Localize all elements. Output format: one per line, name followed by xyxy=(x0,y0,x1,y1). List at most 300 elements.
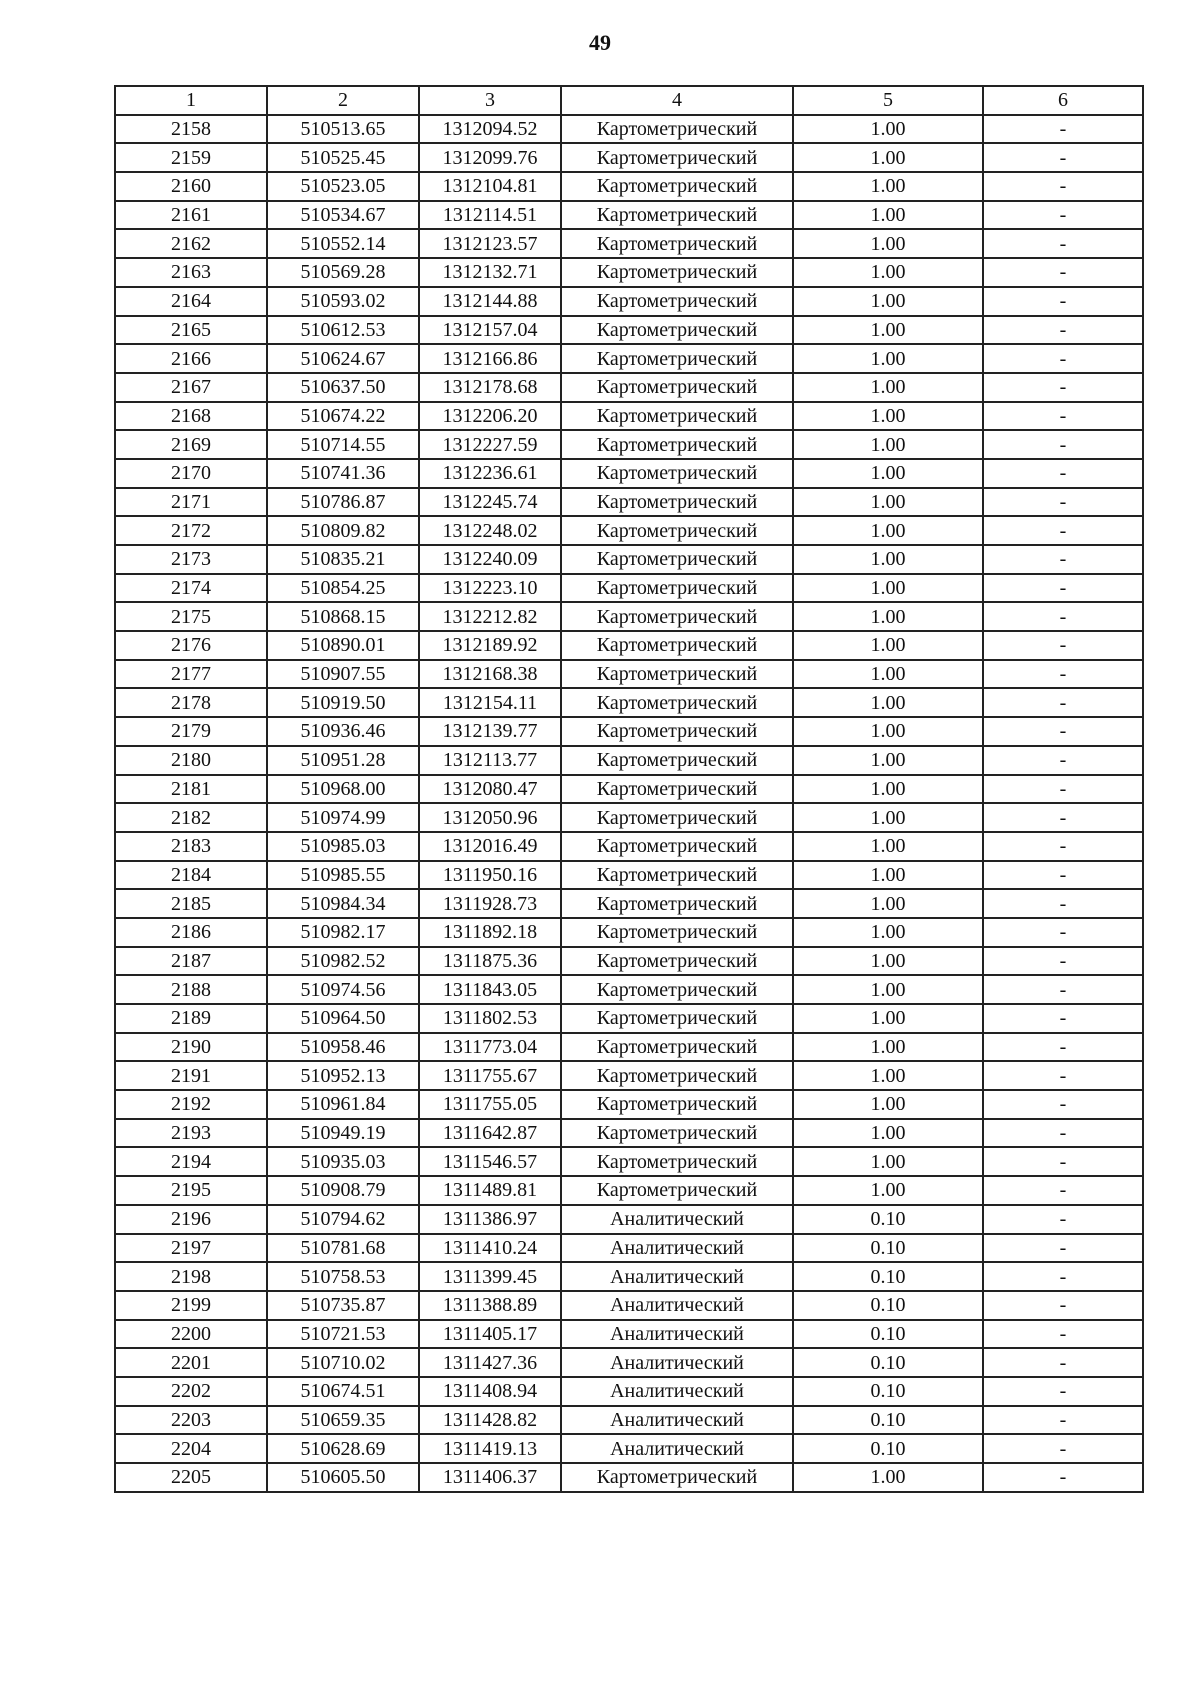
note-cell: - xyxy=(983,287,1143,316)
y-coordinate-cell: 1312178.68 xyxy=(419,373,561,402)
method-cell: Картометрический xyxy=(561,430,793,459)
accuracy-cell: 1.00 xyxy=(793,316,983,345)
note-cell: - xyxy=(983,1291,1143,1320)
table-row xyxy=(115,975,1143,1004)
table-row xyxy=(115,918,1143,947)
x-coordinate-cell: 510964.50 xyxy=(267,1004,419,1033)
x-coordinate-cell: 510984.34 xyxy=(267,889,419,918)
point-number-cell: 2166 xyxy=(115,344,267,373)
accuracy-cell: 1.00 xyxy=(793,1061,983,1090)
method-cell: Аналитический xyxy=(561,1262,793,1291)
x-coordinate-cell: 510674.51 xyxy=(267,1377,419,1406)
y-coordinate-cell: 1311755.67 xyxy=(419,1061,561,1090)
y-coordinate-cell: 1311950.16 xyxy=(419,861,561,890)
method-cell: Картометрический xyxy=(561,660,793,689)
x-coordinate-cell: 510854.25 xyxy=(267,574,419,603)
x-coordinate-cell: 510624.67 xyxy=(267,344,419,373)
note-cell: - xyxy=(983,717,1143,746)
accuracy-cell: 1.00 xyxy=(793,1176,983,1205)
x-coordinate-cell: 510593.02 xyxy=(267,287,419,316)
x-coordinate-cell: 510525.45 xyxy=(267,143,419,172)
y-coordinate-cell: 1312212.82 xyxy=(419,602,561,631)
method-cell: Картометрический xyxy=(561,201,793,230)
point-number-cell: 2186 xyxy=(115,918,267,947)
x-coordinate-cell: 510919.50 xyxy=(267,688,419,717)
table-row xyxy=(115,861,1143,890)
method-cell: Картометрический xyxy=(561,1176,793,1205)
point-number-cell: 2164 xyxy=(115,287,267,316)
method-cell: Картометрический xyxy=(561,918,793,947)
table-row xyxy=(115,1061,1143,1090)
x-coordinate-cell: 510659.35 xyxy=(267,1406,419,1435)
point-number-cell: 2169 xyxy=(115,430,267,459)
point-number-cell: 2168 xyxy=(115,402,267,431)
point-number-cell: 2176 xyxy=(115,631,267,660)
point-number-cell: 2187 xyxy=(115,947,267,976)
x-coordinate-cell: 510710.02 xyxy=(267,1348,419,1377)
note-cell: - xyxy=(983,344,1143,373)
x-coordinate-cell: 510835.21 xyxy=(267,545,419,574)
note-cell: - xyxy=(983,402,1143,431)
x-coordinate-cell: 510982.52 xyxy=(267,947,419,976)
column-header-3: 3 xyxy=(419,86,561,115)
x-coordinate-cell: 510569.28 xyxy=(267,258,419,287)
note-cell: - xyxy=(983,488,1143,517)
accuracy-cell: 0.10 xyxy=(793,1205,983,1234)
y-coordinate-cell: 1311410.24 xyxy=(419,1234,561,1263)
table-header xyxy=(115,86,1143,115)
point-number-cell: 2163 xyxy=(115,258,267,287)
method-cell: Картометрический xyxy=(561,287,793,316)
y-coordinate-cell: 1312245.74 xyxy=(419,488,561,517)
note-cell: - xyxy=(983,574,1143,603)
x-coordinate-cell: 510735.87 xyxy=(267,1291,419,1320)
y-coordinate-cell: 1311428.82 xyxy=(419,1406,561,1435)
accuracy-cell: 1.00 xyxy=(793,430,983,459)
note-cell: - xyxy=(983,516,1143,545)
accuracy-cell: 1.00 xyxy=(793,688,983,717)
y-coordinate-cell: 1312227.59 xyxy=(419,430,561,459)
note-cell: - xyxy=(983,1090,1143,1119)
point-number-cell: 2192 xyxy=(115,1090,267,1119)
x-coordinate-cell: 510951.28 xyxy=(267,746,419,775)
table-row xyxy=(115,889,1143,918)
method-cell: Картометрический xyxy=(561,229,793,258)
method-cell: Картометрический xyxy=(561,602,793,631)
y-coordinate-cell: 1311843.05 xyxy=(419,975,561,1004)
accuracy-cell: 1.00 xyxy=(793,459,983,488)
table-row xyxy=(115,1205,1143,1234)
point-number-cell: 2180 xyxy=(115,746,267,775)
note-cell: - xyxy=(983,803,1143,832)
method-cell: Картометрический xyxy=(561,1119,793,1148)
note-cell: - xyxy=(983,947,1143,976)
table-row xyxy=(115,316,1143,345)
point-number-cell: 2200 xyxy=(115,1320,267,1349)
point-number-cell: 2203 xyxy=(115,1406,267,1435)
table-row xyxy=(115,143,1143,172)
x-coordinate-cell: 510523.05 xyxy=(267,172,419,201)
note-cell: - xyxy=(983,602,1143,631)
y-coordinate-cell: 1311928.73 xyxy=(419,889,561,918)
table-row xyxy=(115,344,1143,373)
point-number-cell: 2198 xyxy=(115,1262,267,1291)
method-cell: Картометрический xyxy=(561,402,793,431)
x-coordinate-cell: 510890.01 xyxy=(267,631,419,660)
accuracy-cell: 1.00 xyxy=(793,344,983,373)
table-row xyxy=(115,1406,1143,1435)
y-coordinate-cell: 1312016.49 xyxy=(419,832,561,861)
accuracy-cell: 0.10 xyxy=(793,1262,983,1291)
note-cell: - xyxy=(983,115,1143,144)
accuracy-cell: 1.00 xyxy=(793,373,983,402)
note-cell: - xyxy=(983,1004,1143,1033)
table-row xyxy=(115,115,1143,144)
method-cell: Картометрический xyxy=(561,631,793,660)
method-cell: Картометрический xyxy=(561,172,793,201)
accuracy-cell: 1.00 xyxy=(793,574,983,603)
y-coordinate-cell: 1312099.76 xyxy=(419,143,561,172)
accuracy-cell: 1.00 xyxy=(793,975,983,1004)
y-coordinate-cell: 1312240.09 xyxy=(419,545,561,574)
accuracy-cell: 1.00 xyxy=(793,143,983,172)
point-number-cell: 2185 xyxy=(115,889,267,918)
table-row xyxy=(115,1033,1143,1062)
accuracy-cell: 1.00 xyxy=(793,229,983,258)
y-coordinate-cell: 1311546.57 xyxy=(419,1147,561,1176)
point-number-cell: 2159 xyxy=(115,143,267,172)
point-number-cell: 2174 xyxy=(115,574,267,603)
note-cell: - xyxy=(983,1119,1143,1148)
note-cell: - xyxy=(983,1406,1143,1435)
y-coordinate-cell: 1312166.86 xyxy=(419,344,561,373)
table-row xyxy=(115,545,1143,574)
note-cell: - xyxy=(983,316,1143,345)
point-number-cell: 2182 xyxy=(115,803,267,832)
note-cell: - xyxy=(983,1463,1143,1492)
point-number-cell: 2158 xyxy=(115,115,267,144)
method-cell: Картометрический xyxy=(561,975,793,1004)
accuracy-cell: 0.10 xyxy=(793,1434,983,1463)
point-number-cell: 2183 xyxy=(115,832,267,861)
method-cell: Картометрический xyxy=(561,1061,793,1090)
method-cell: Картометрический xyxy=(561,115,793,144)
accuracy-cell: 1.00 xyxy=(793,660,983,689)
method-cell: Аналитический xyxy=(561,1377,793,1406)
accuracy-cell: 1.00 xyxy=(793,516,983,545)
method-cell: Картометрический xyxy=(561,889,793,918)
accuracy-cell: 1.00 xyxy=(793,115,983,144)
x-coordinate-cell: 510809.82 xyxy=(267,516,419,545)
point-number-cell: 2188 xyxy=(115,975,267,1004)
table-row xyxy=(115,746,1143,775)
method-cell: Картометрический xyxy=(561,861,793,890)
accuracy-cell: 1.00 xyxy=(793,889,983,918)
x-coordinate-cell: 510935.03 xyxy=(267,1147,419,1176)
column-header-2: 2 xyxy=(267,86,419,115)
y-coordinate-cell: 1312094.52 xyxy=(419,115,561,144)
y-coordinate-cell: 1311892.18 xyxy=(419,918,561,947)
y-coordinate-cell: 1312189.92 xyxy=(419,631,561,660)
accuracy-cell: 1.00 xyxy=(793,1004,983,1033)
note-cell: - xyxy=(983,1176,1143,1205)
method-cell: Картометрический xyxy=(561,488,793,517)
note-cell: - xyxy=(983,1434,1143,1463)
point-number-cell: 2160 xyxy=(115,172,267,201)
y-coordinate-cell: 1312050.96 xyxy=(419,803,561,832)
table-row xyxy=(115,201,1143,230)
method-cell: Аналитический xyxy=(561,1348,793,1377)
table-row xyxy=(115,602,1143,631)
accuracy-cell: 0.10 xyxy=(793,1348,983,1377)
table-row xyxy=(115,1463,1143,1492)
table-body xyxy=(115,115,1143,1492)
y-coordinate-cell: 1312113.77 xyxy=(419,746,561,775)
accuracy-cell: 1.00 xyxy=(793,1463,983,1492)
accuracy-cell: 1.00 xyxy=(793,258,983,287)
y-coordinate-cell: 1311386.97 xyxy=(419,1205,561,1234)
header-row xyxy=(115,86,1143,115)
y-coordinate-cell: 1311755.05 xyxy=(419,1090,561,1119)
table-row xyxy=(115,775,1143,804)
x-coordinate-cell: 510758.53 xyxy=(267,1262,419,1291)
column-header-5: 5 xyxy=(793,86,983,115)
method-cell: Картометрический xyxy=(561,574,793,603)
accuracy-cell: 1.00 xyxy=(793,287,983,316)
accuracy-cell: 1.00 xyxy=(793,918,983,947)
y-coordinate-cell: 1312114.51 xyxy=(419,201,561,230)
y-coordinate-cell: 1311427.36 xyxy=(419,1348,561,1377)
column-header-4: 4 xyxy=(561,86,793,115)
x-coordinate-cell: 510781.68 xyxy=(267,1234,419,1263)
accuracy-cell: 1.00 xyxy=(793,717,983,746)
coordinates-table xyxy=(114,85,1144,1493)
accuracy-cell: 1.00 xyxy=(793,488,983,517)
x-coordinate-cell: 510974.56 xyxy=(267,975,419,1004)
note-cell: - xyxy=(983,1061,1143,1090)
y-coordinate-cell: 1311642.87 xyxy=(419,1119,561,1148)
y-coordinate-cell: 1312248.02 xyxy=(419,516,561,545)
point-number-cell: 2199 xyxy=(115,1291,267,1320)
x-coordinate-cell: 510513.65 xyxy=(267,115,419,144)
method-cell: Картометрический xyxy=(561,545,793,574)
table-row xyxy=(115,172,1143,201)
point-number-cell: 2202 xyxy=(115,1377,267,1406)
accuracy-cell: 1.00 xyxy=(793,861,983,890)
table-row xyxy=(115,1348,1143,1377)
note-cell: - xyxy=(983,545,1143,574)
x-coordinate-cell: 510958.46 xyxy=(267,1033,419,1062)
note-cell: - xyxy=(983,832,1143,861)
note-cell: - xyxy=(983,373,1143,402)
note-cell: - xyxy=(983,1377,1143,1406)
note-cell: - xyxy=(983,889,1143,918)
note-cell: - xyxy=(983,775,1143,804)
table-row xyxy=(115,287,1143,316)
method-cell: Картометрический xyxy=(561,947,793,976)
note-cell: - xyxy=(983,459,1143,488)
y-coordinate-cell: 1312104.81 xyxy=(419,172,561,201)
y-coordinate-cell: 1312236.61 xyxy=(419,459,561,488)
note-cell: - xyxy=(983,430,1143,459)
point-number-cell: 2175 xyxy=(115,602,267,631)
accuracy-cell: 1.00 xyxy=(793,1090,983,1119)
x-coordinate-cell: 510985.03 xyxy=(267,832,419,861)
point-number-cell: 2184 xyxy=(115,861,267,890)
x-coordinate-cell: 510968.00 xyxy=(267,775,419,804)
accuracy-cell: 1.00 xyxy=(793,775,983,804)
table-row xyxy=(115,1434,1143,1463)
point-number-cell: 2194 xyxy=(115,1147,267,1176)
table-row xyxy=(115,574,1143,603)
method-cell: Картометрический xyxy=(561,1090,793,1119)
note-cell: - xyxy=(983,1147,1143,1176)
method-cell: Картометрический xyxy=(561,373,793,402)
accuracy-cell: 1.00 xyxy=(793,402,983,431)
y-coordinate-cell: 1312144.88 xyxy=(419,287,561,316)
method-cell: Картометрический xyxy=(561,516,793,545)
y-coordinate-cell: 1312139.77 xyxy=(419,717,561,746)
method-cell: Картометрический xyxy=(561,775,793,804)
note-cell: - xyxy=(983,172,1143,201)
accuracy-cell: 1.00 xyxy=(793,631,983,660)
method-cell: Картометрический xyxy=(561,143,793,172)
table-row xyxy=(115,516,1143,545)
y-coordinate-cell: 1311489.81 xyxy=(419,1176,561,1205)
table-row xyxy=(115,803,1143,832)
x-coordinate-cell: 510741.36 xyxy=(267,459,419,488)
table-row xyxy=(115,1147,1143,1176)
table-row xyxy=(115,1262,1143,1291)
method-cell: Картометрический xyxy=(561,258,793,287)
point-number-cell: 2167 xyxy=(115,373,267,402)
x-coordinate-cell: 510868.15 xyxy=(267,602,419,631)
method-cell: Картометрический xyxy=(561,1004,793,1033)
point-number-cell: 2205 xyxy=(115,1463,267,1492)
method-cell: Картометрический xyxy=(561,459,793,488)
point-number-cell: 2165 xyxy=(115,316,267,345)
method-cell: Аналитический xyxy=(561,1406,793,1435)
x-coordinate-cell: 510721.53 xyxy=(267,1320,419,1349)
x-coordinate-cell: 510936.46 xyxy=(267,717,419,746)
note-cell: - xyxy=(983,660,1143,689)
table-row xyxy=(115,258,1143,287)
y-coordinate-cell: 1312223.10 xyxy=(419,574,561,603)
y-coordinate-cell: 1311388.89 xyxy=(419,1291,561,1320)
x-coordinate-cell: 510974.99 xyxy=(267,803,419,832)
x-coordinate-cell: 510952.13 xyxy=(267,1061,419,1090)
table-row xyxy=(115,1291,1143,1320)
table-row xyxy=(115,459,1143,488)
point-number-cell: 2190 xyxy=(115,1033,267,1062)
table-row xyxy=(115,1176,1143,1205)
table-row xyxy=(115,717,1143,746)
y-coordinate-cell: 1312080.47 xyxy=(419,775,561,804)
column-header-6: 6 xyxy=(983,86,1143,115)
y-coordinate-cell: 1311399.45 xyxy=(419,1262,561,1291)
table-row xyxy=(115,631,1143,660)
accuracy-cell: 1.00 xyxy=(793,832,983,861)
point-number-cell: 2162 xyxy=(115,229,267,258)
point-number-cell: 2195 xyxy=(115,1176,267,1205)
point-number-cell: 2178 xyxy=(115,688,267,717)
table-row xyxy=(115,430,1143,459)
accuracy-cell: 0.10 xyxy=(793,1377,983,1406)
point-number-cell: 2193 xyxy=(115,1119,267,1148)
note-cell: - xyxy=(983,201,1143,230)
table-row xyxy=(115,947,1143,976)
point-number-cell: 2170 xyxy=(115,459,267,488)
x-coordinate-cell: 510982.17 xyxy=(267,918,419,947)
table-row xyxy=(115,688,1143,717)
note-cell: - xyxy=(983,143,1143,172)
y-coordinate-cell: 1311419.13 xyxy=(419,1434,561,1463)
point-number-cell: 2161 xyxy=(115,201,267,230)
note-cell: - xyxy=(983,861,1143,890)
x-coordinate-cell: 510628.69 xyxy=(267,1434,419,1463)
y-coordinate-cell: 1311405.17 xyxy=(419,1320,561,1349)
point-number-cell: 2173 xyxy=(115,545,267,574)
accuracy-cell: 1.00 xyxy=(793,1147,983,1176)
accuracy-cell: 1.00 xyxy=(793,947,983,976)
point-number-cell: 2196 xyxy=(115,1205,267,1234)
x-coordinate-cell: 510612.53 xyxy=(267,316,419,345)
table-row xyxy=(115,1004,1143,1033)
x-coordinate-cell: 510949.19 xyxy=(267,1119,419,1148)
note-cell: - xyxy=(983,229,1143,258)
accuracy-cell: 0.10 xyxy=(793,1406,983,1435)
note-cell: - xyxy=(983,1205,1143,1234)
note-cell: - xyxy=(983,258,1143,287)
point-number-cell: 2179 xyxy=(115,717,267,746)
x-coordinate-cell: 510907.55 xyxy=(267,660,419,689)
method-cell: Картометрический xyxy=(561,832,793,861)
y-coordinate-cell: 1311406.37 xyxy=(419,1463,561,1492)
accuracy-cell: 1.00 xyxy=(793,1033,983,1062)
point-number-cell: 2172 xyxy=(115,516,267,545)
accuracy-cell: 1.00 xyxy=(793,602,983,631)
x-coordinate-cell: 510985.55 xyxy=(267,861,419,890)
note-cell: - xyxy=(983,1262,1143,1291)
point-number-cell: 2201 xyxy=(115,1348,267,1377)
x-coordinate-cell: 510674.22 xyxy=(267,402,419,431)
method-cell: Аналитический xyxy=(561,1434,793,1463)
method-cell: Картометрический xyxy=(561,803,793,832)
x-coordinate-cell: 510786.87 xyxy=(267,488,419,517)
table-row xyxy=(115,373,1143,402)
y-coordinate-cell: 1312123.57 xyxy=(419,229,561,258)
table-row xyxy=(115,1119,1143,1148)
table-row xyxy=(115,660,1143,689)
method-cell: Картометрический xyxy=(561,1147,793,1176)
method-cell: Картометрический xyxy=(561,688,793,717)
y-coordinate-cell: 1312154.11 xyxy=(419,688,561,717)
y-coordinate-cell: 1312157.04 xyxy=(419,316,561,345)
point-number-cell: 2189 xyxy=(115,1004,267,1033)
accuracy-cell: 0.10 xyxy=(793,1291,983,1320)
point-number-cell: 2197 xyxy=(115,1234,267,1263)
y-coordinate-cell: 1312206.20 xyxy=(419,402,561,431)
point-number-cell: 2181 xyxy=(115,775,267,804)
table-row xyxy=(115,488,1143,517)
table-row xyxy=(115,1234,1143,1263)
accuracy-cell: 1.00 xyxy=(793,803,983,832)
note-cell: - xyxy=(983,1348,1143,1377)
method-cell: Аналитический xyxy=(561,1320,793,1349)
x-coordinate-cell: 510637.50 xyxy=(267,373,419,402)
table-row xyxy=(115,1090,1143,1119)
method-cell: Аналитический xyxy=(561,1291,793,1320)
